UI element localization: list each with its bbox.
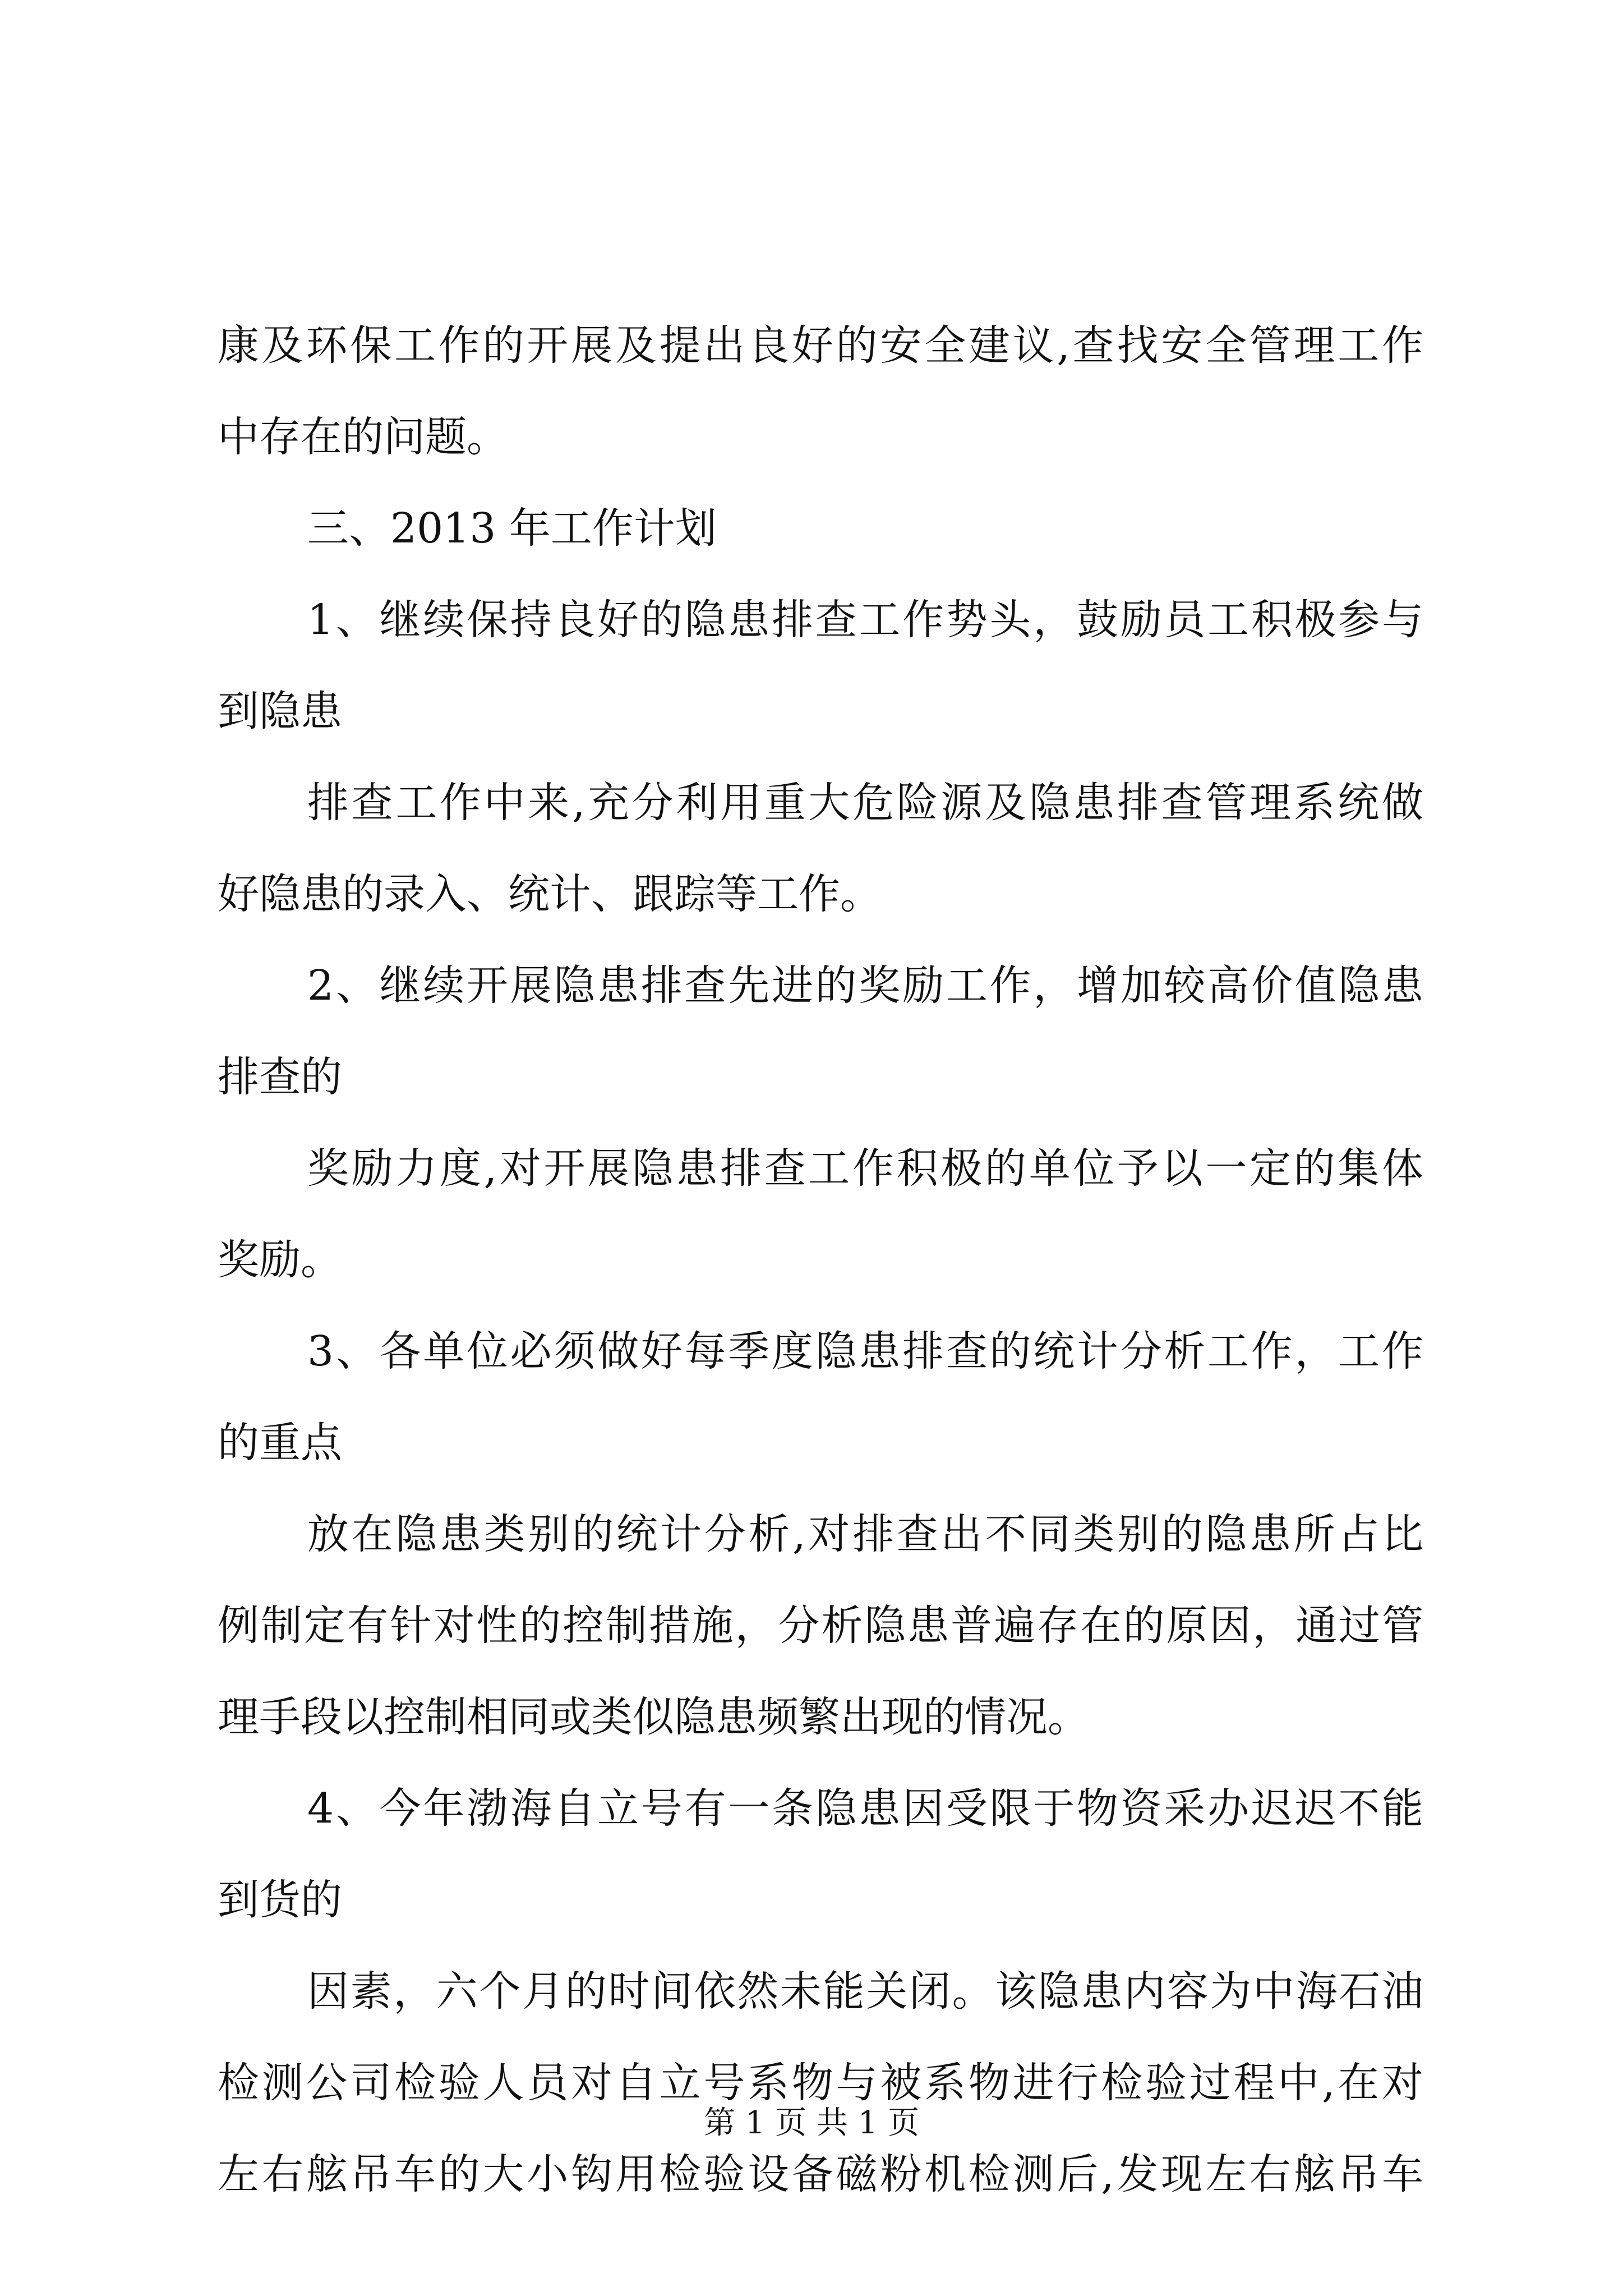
paragraph-line: 左右舷吊车的大小钩用检验设备磁粉机检测后,发现左右舷吊车 bbox=[218, 2150, 1423, 2198]
paragraph-line: 康及环保工作的开展及提出良好的安全建议,查找安全管理工作 bbox=[218, 321, 1423, 370]
paragraph-line: 的重点 bbox=[218, 1419, 342, 1467]
paragraph-line: 好隐患的录入、统计、跟踪等工作。 bbox=[218, 870, 882, 918]
paragraph-line: 理手段以控制相同或类似隐患频繁出现的情况。 bbox=[218, 1693, 1089, 1741]
paragraph-line: 到货的 bbox=[218, 1876, 342, 1924]
paragraph-line: 例制定有针对性的控制措施，分析隐患普遍存在的原因，通过管 bbox=[218, 1602, 1423, 1650]
page-number-footer: 第 1 页 共 1 页 bbox=[703, 2105, 920, 2141]
paragraph-line: 中存在的问题。 bbox=[218, 413, 508, 461]
paragraph-line: 奖励力度,对开展隐患排查工作积极的单位予以一定的集体 bbox=[307, 1144, 1423, 1193]
paragraph-line: 到隐患 bbox=[218, 687, 342, 735]
paragraph-line: 因素，六个月的时间依然未能关闭。该隐患内容为中海石油 bbox=[307, 1967, 1423, 2016]
paragraph-line: 3、各单位必须做好每季度隐患排查的统计分析工作，工作 bbox=[307, 1327, 1423, 1375]
paragraph-line: 2、继续开展隐患排查先进的奖励工作，增加较高价值隐患 bbox=[307, 961, 1423, 1010]
paragraph-line: 1、继续保持良好的隐患排查工作势头，鼓励员工积极参与 bbox=[307, 596, 1423, 644]
paragraph-line: 排查的 bbox=[218, 1053, 342, 1101]
paragraph-line: 排查工作中来,充分利用重大危险源及隐患排查管理系统做 bbox=[307, 779, 1423, 827]
paragraph-line: 4、今年渤海自立号有一条隐患因受限于物资采办迟迟不能 bbox=[307, 1784, 1423, 1833]
document-body bbox=[218, 300, 1423, 2220]
paragraph-line: 奖励。 bbox=[218, 1236, 342, 1284]
section-heading: 三、2013 年工作计划 bbox=[307, 504, 717, 553]
paragraph-line: 放在隐患类别的统计分析,对排查出不同类别的隐患所占比 bbox=[307, 1510, 1423, 1558]
paragraph-line: 检测公司检验人员对自立号系物与被系物进行检验过程中,在对 bbox=[218, 2059, 1423, 2107]
